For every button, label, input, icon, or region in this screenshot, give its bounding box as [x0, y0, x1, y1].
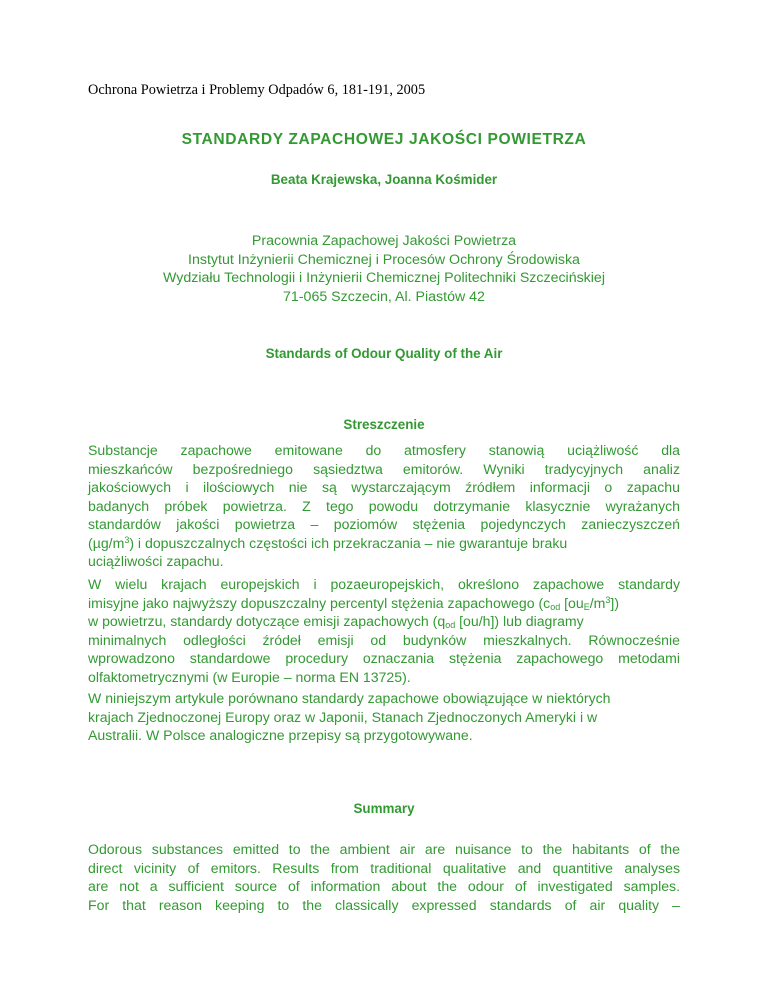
- text-line: [88, 594, 680, 613]
- streszczenie-heading: Streszczenie: [343, 417, 425, 432]
- subscript: E: [583, 601, 590, 612]
- text-line: uciążliwości zapachu.: [88, 553, 224, 569]
- journal-citation: Ochrona Powietrza i Problemy Odpadów 6, 181-191, 2005: [88, 82, 426, 98]
- text-line: [88, 534, 680, 553]
- text-line: Odorous substances emitted to the ambient air are nuisance to the habitants of the: [88, 841, 680, 857]
- text-line: are not a sufficient source of information about the odour of investigated samples.: [88, 878, 680, 894]
- text-fragment: ]): [610, 594, 620, 611]
- text-line: badanych próbek powietrza. Z tego powodu dotrzymanie klasycznie wyrażanych: [88, 497, 680, 514]
- text-fragment: [ou: [560, 594, 584, 611]
- text-line: direct vicinity of emitors. Results from traditional qualitative and quantitive analyses: [88, 859, 680, 876]
- streszczenie-paragraph-1: [88, 441, 680, 571]
- text-fragment: imisyjne jako najwyższy dopuszczalny percentyl stężenia zapachowego (c: [88, 594, 551, 611]
- text-line: jakościowych i ilościowych nie są wystarczającym źródłem informacji o zapachu: [88, 479, 680, 495]
- streszczenie-paragraph-2: [88, 575, 680, 686]
- text-line: olfaktometrycznymi (w Europie – norma EN 13725).: [88, 668, 411, 685]
- english-title: Standards of Odour Quality of the Air: [265, 346, 503, 361]
- text-line: minimalnych odległości źródeł emisji od budynków mieszkalnych. Równocześnie: [88, 631, 680, 648]
- text-line: W wielu krajach europejskich i pozaeuropejskich, określono zapachowe standardy: [88, 576, 680, 592]
- text-fragment: [ou/h]) lub diagramy: [455, 613, 584, 629]
- text-line: mieszkańców bezpośredniego sąsiedztwa emitorów. Wyniki tradycyjnych analiz: [88, 460, 680, 477]
- streszczenie-paragraph-3: [88, 689, 680, 745]
- affiliation-line: Wydziału Technologii i Inżynierii Chemicznej Politechniki Szczecińskiej: [163, 270, 605, 287]
- text-line: Substancje zapachowe emitowane do atmosfery stanowią uciążliwość dla: [88, 442, 680, 458]
- affiliation-line: Instytut Inżynierii Chemicznej i Procesów Ochrony Środowiska: [188, 251, 580, 268]
- text-fragment: ) i dopuszczalnych częstości ich przekraczania – nie gwarantuje braku: [129, 534, 568, 551]
- text-line: [88, 612, 680, 631]
- text-fragment: /m: [589, 594, 606, 611]
- affiliation-line: 71-065 Szczecin, Al. Piastów 42: [283, 288, 485, 305]
- subscript: od: [550, 601, 561, 612]
- paper-title: STANDARDY ZAPACHOWEJ JAKOŚCI POWIETRZA: [181, 131, 587, 148]
- summary-paragraph-1: [88, 840, 680, 914]
- summary-heading: Summary: [353, 801, 415, 816]
- text-line: krajach Zjednoczonej Europy oraz w Japonii, Stanach Zjednoczonych Ameryki i w: [88, 708, 598, 725]
- affiliation: [0, 232, 768, 306]
- text-fragment: (µg/m: [88, 534, 125, 551]
- authors: Beata Krajewska, Joanna Kośmider: [270, 172, 498, 187]
- subscript: od: [445, 620, 456, 630]
- text-line: wprowadzono standardowe procedury oznaczania stężenia zapachowego metodami: [88, 650, 680, 666]
- text-line: W niniejszym artykule porównano standardy zapachowe obowiązujące w niektórych: [88, 690, 611, 706]
- superscript: 3: [605, 594, 611, 605]
- text-line: Australii. W Polsce analogiczne przepisy są przygotowywane.: [88, 727, 473, 743]
- superscript: 3: [124, 534, 130, 545]
- affiliation-line: Pracownia Zapachowej Jakości Powietrza: [251, 233, 517, 249]
- text-line: For that reason keeping to the classically expressed standards of air quality –: [88, 896, 680, 913]
- text-line: standardów jakości powietrza – poziomów stężenia pojedynczych zanieczyszczeń: [88, 516, 680, 532]
- text-fragment: w powietrzu, standardy dotyczące emisji zapachowych (q: [88, 613, 446, 629]
